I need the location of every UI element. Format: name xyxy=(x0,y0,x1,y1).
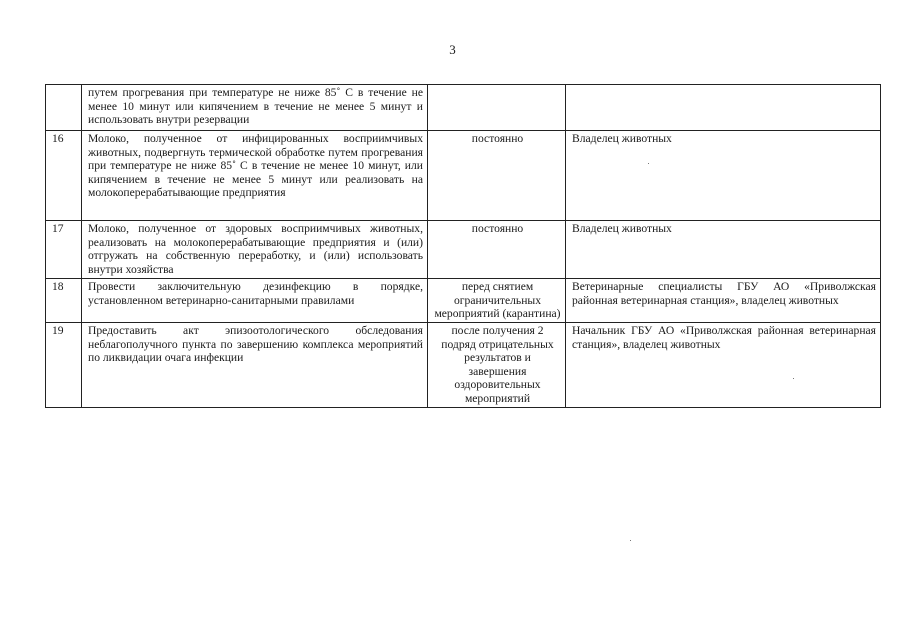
measure-text: путем прогревания при температуре не ниже 85˚ С в течение не менее 10 минут или кипячением в течение не менее 5 минут и использовать внутри резервации xyxy=(82,85,428,131)
table-row xyxy=(46,85,881,131)
table-row xyxy=(46,221,881,279)
table-row xyxy=(46,131,881,221)
page-number: 3 xyxy=(449,42,456,57)
table-row xyxy=(46,323,881,408)
row-number: 18 xyxy=(46,279,82,323)
scan-speck xyxy=(793,378,794,379)
measures-table xyxy=(45,84,881,408)
row-number: 17 xyxy=(46,221,82,279)
scan-speck xyxy=(648,163,649,164)
scan-speck xyxy=(630,540,631,541)
term-text: после получения 2 подряд отрицательных результатов и завершения оздоровительных мероприятий xyxy=(428,323,566,408)
measure-text: Молоко, полученное от здоровых восприимчивых животных, реализовать на молокоперерабатывающие предприятия и (или) отгружать на собственную переработку, и (или) использовать внутри хозяйства xyxy=(82,221,428,279)
responsible-text: Владелец животных xyxy=(566,131,881,221)
table-row xyxy=(46,279,881,323)
responsible-text xyxy=(566,85,881,131)
measure-text: Молоко, полученное от инфицированных восприимчивых животных, подвергнуть термической обработке путем прогревания при температуре не ниже 85˚ С в течение не менее 10 минут, или кипячением в течение не менее 5 минут или реализовать на молокоперерабатывающие предприятия xyxy=(82,131,428,221)
responsible-text: Ветеринарные специалисты ГБУ АО «Приволжская районная ветеринарная станция», владелец животных xyxy=(566,279,881,323)
measure-text: Провести заключительную дезинфекцию в порядке, установленном ветеринарно-санитарными правилами xyxy=(82,279,428,323)
measure-text: Предоставить акт эпизоотологического обследования неблагополучного пункта по завершению комплекса мероприятий по ликвидации очага инфекции xyxy=(82,323,428,408)
row-number xyxy=(46,85,82,131)
row-number: 19 xyxy=(46,323,82,408)
row-number: 16 xyxy=(46,131,82,221)
term-text: перед снятием ограничительных мероприятий (карантина) xyxy=(428,279,566,323)
term-text: постоянно xyxy=(428,221,566,279)
responsible-text: Начальник ГБУ АО «Приволжская районная ветеринарная станция», владелец животных xyxy=(566,323,881,408)
term-text xyxy=(428,85,566,131)
responsible-text: Владелец животных xyxy=(566,221,881,279)
term-text: постоянно xyxy=(428,131,566,221)
